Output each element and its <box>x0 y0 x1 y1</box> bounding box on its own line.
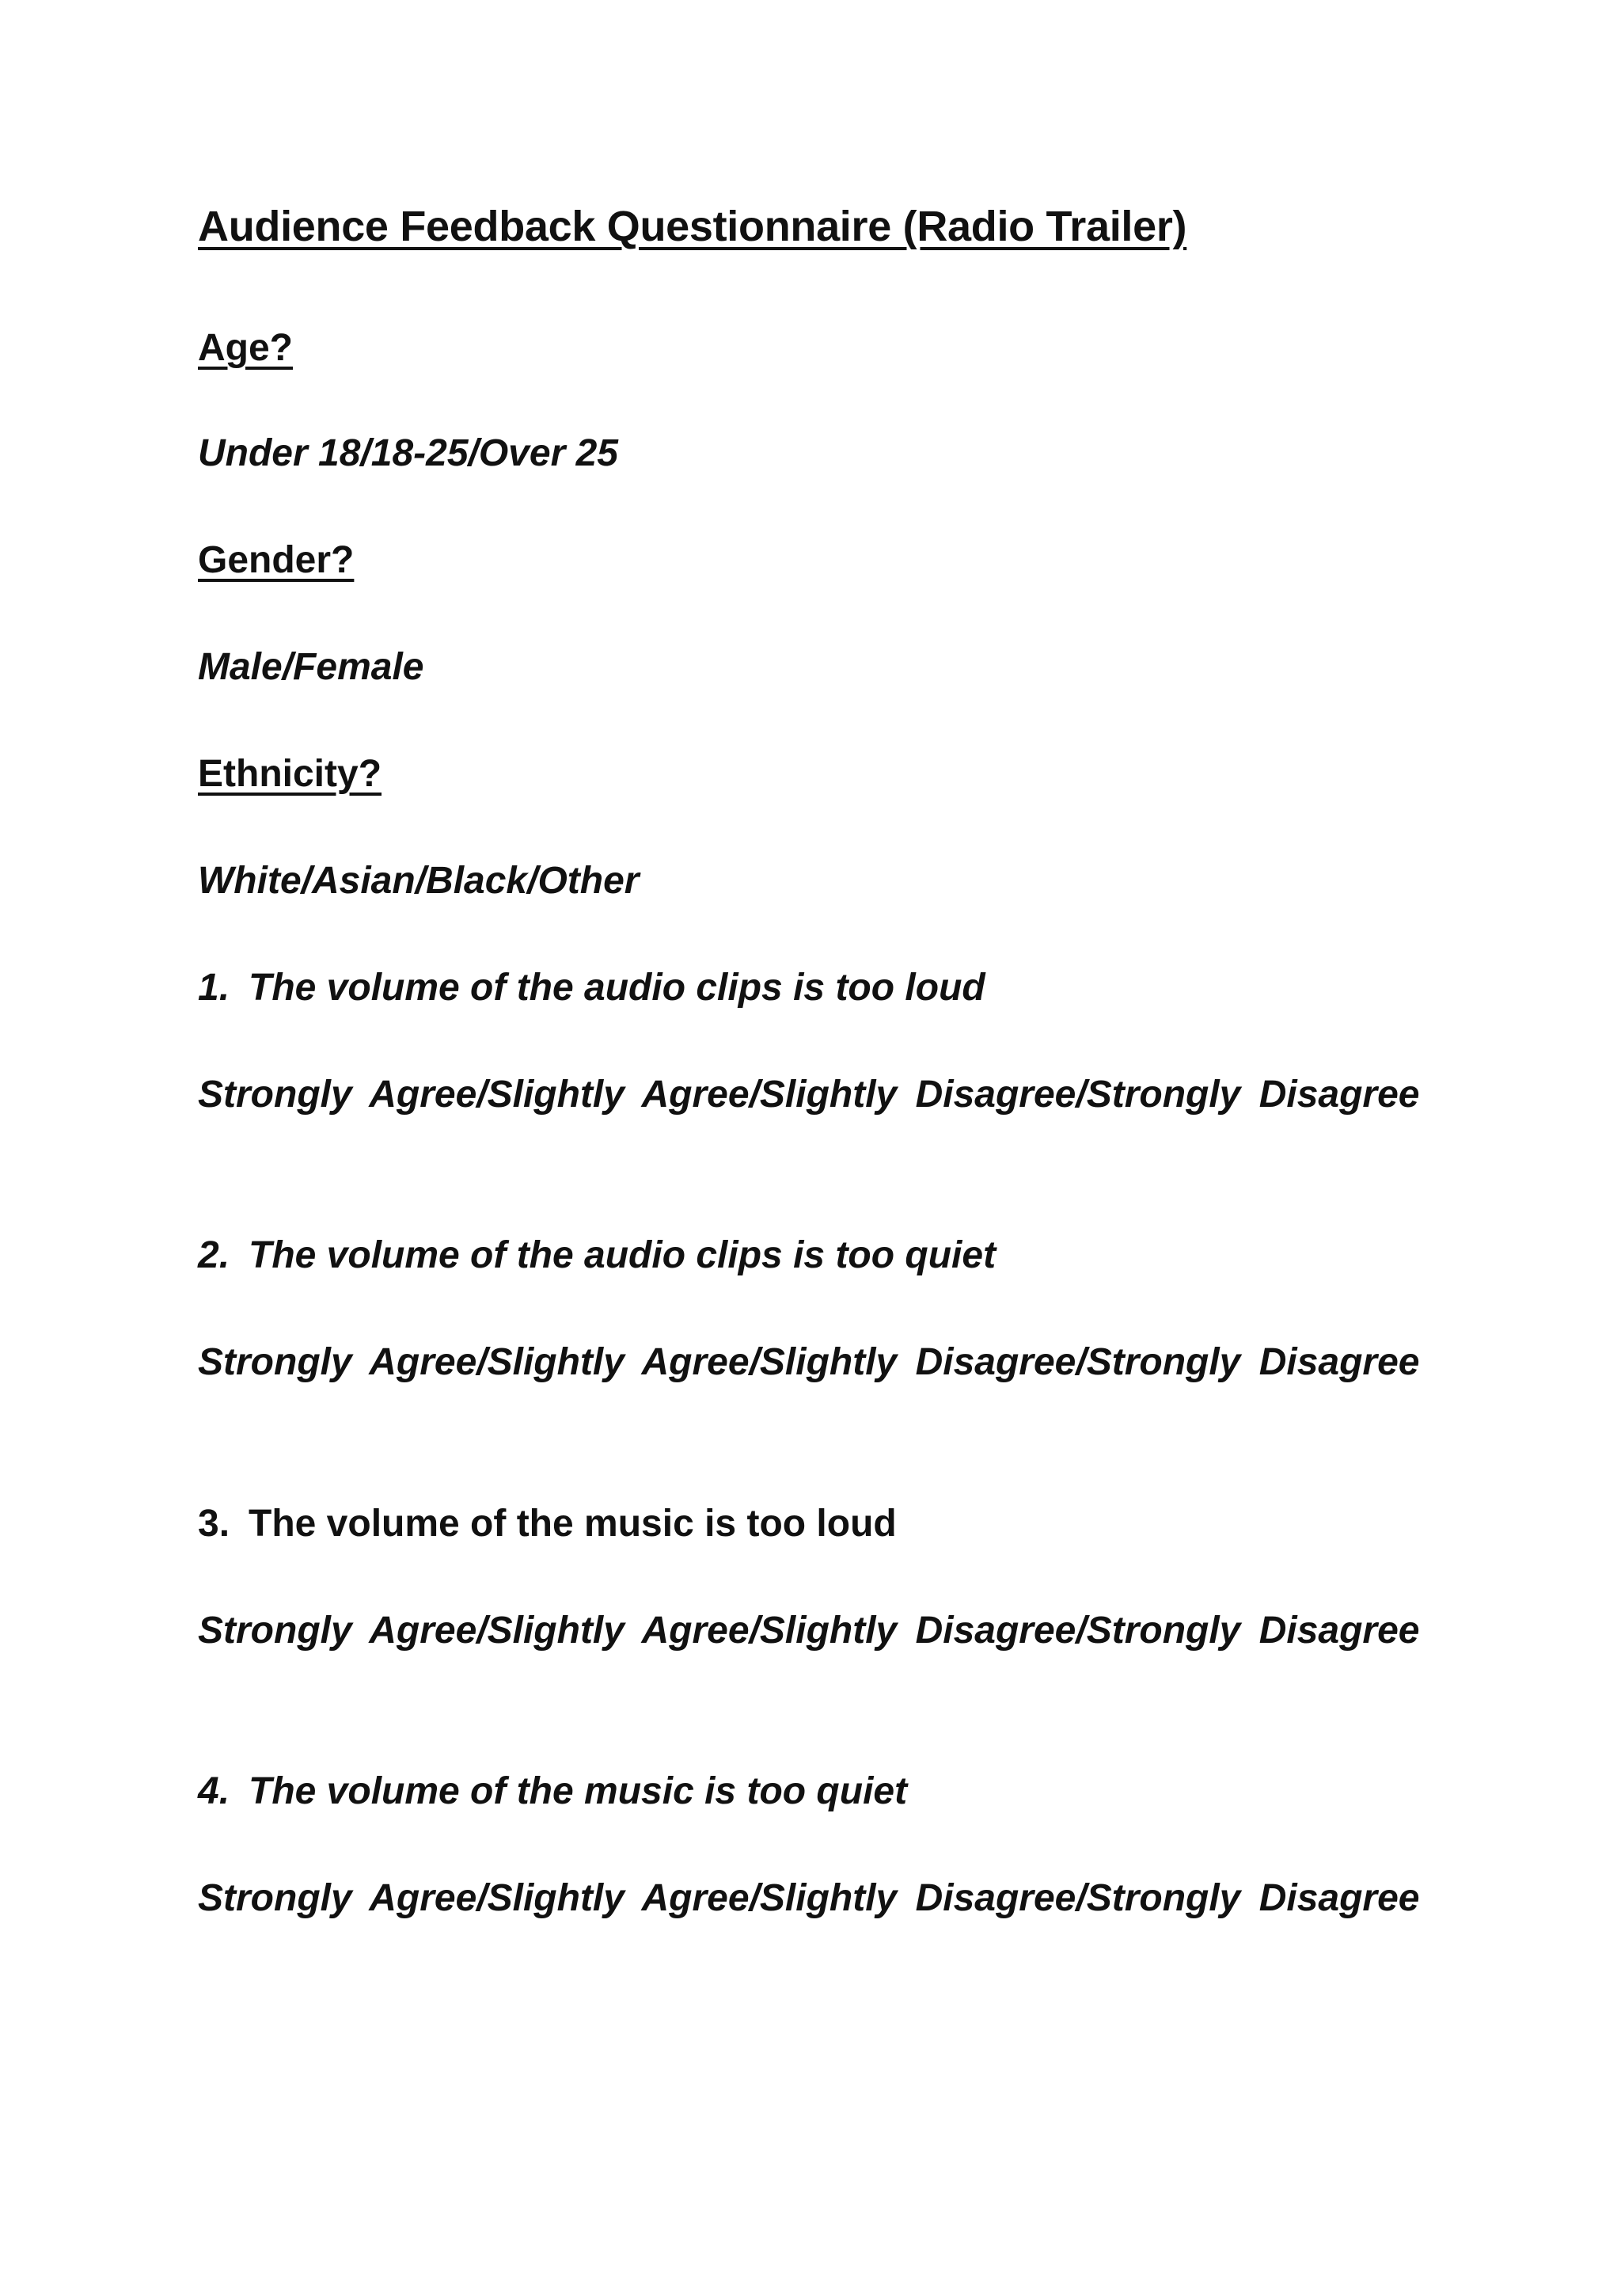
statement-number: 4. <box>198 1770 230 1812</box>
gender-options: Male/Female <box>198 646 424 688</box>
statement-number: 2. <box>198 1234 230 1276</box>
statement-text: The volume of the music is too loud <box>249 1503 897 1545</box>
statement-4 <box>198 1768 907 1815</box>
ethnicity-question: Ethnicity? <box>198 753 382 795</box>
statement-number: 3. <box>198 1503 230 1545</box>
statement-3 <box>198 1500 897 1548</box>
age-question: Age? <box>198 327 293 369</box>
statement-text: The volume of the audio clips is too loud <box>249 967 985 1009</box>
statement-4-scale: Strongly Agree/Slightly Agree/Slightly Disagree/Strongly Disagree <box>198 1877 1420 1919</box>
age-options: Under 18/18-25/Over 25 <box>198 432 618 474</box>
statement-text: The volume of the audio clips is too quiet <box>249 1234 997 1276</box>
statement-text: The volume of the music is too quiet <box>249 1770 908 1812</box>
statement-1-scale: Strongly Agree/Slightly Agree/Slightly Disagree/Strongly Disagree <box>198 1074 1420 1116</box>
gender-question: Gender? <box>198 539 355 581</box>
statement-number: 1. <box>198 967 230 1009</box>
statement-3-scale: Strongly Agree/Slightly Agree/Slightly Disagree/Strongly Disagree <box>198 1610 1420 1652</box>
statement-2-scale: Strongly Agree/Slightly Agree/Slightly Disagree/Strongly Disagree <box>198 1341 1420 1383</box>
statement-2 <box>198 1232 996 1279</box>
ethnicity-options: White/Asian/Black/Other <box>198 860 640 902</box>
page-title: Audience Feedback Questionnaire (Radio Trailer) <box>198 203 1187 250</box>
statement-1 <box>198 964 985 1012</box>
